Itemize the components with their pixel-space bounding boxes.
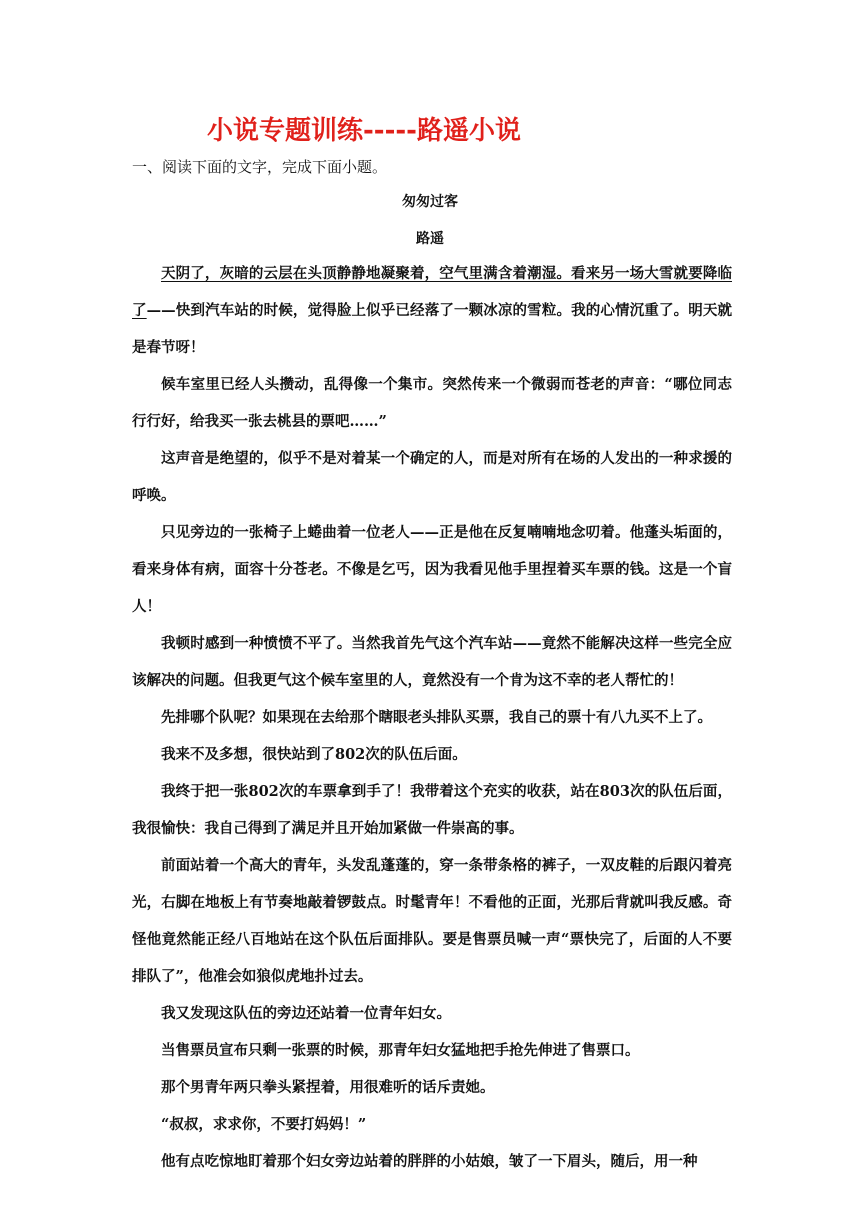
paragraph: 前面站着一个高大的青年，头发乱蓬蓬的，穿一条带条格的裤子，一双皮鞋的后跟闪着亮光，右脚在地板上有节奏地敲着锣鼓点。时髦青年！不看他的正面，光那后背就叫我反感。奇怪他竟然能正经八百地站在这个队伍后面排队。要是售票员喊一声“票快完了，后面的人不要排队了”，他准会如狼似虎地扑过去。 xyxy=(132,857,732,985)
paragraph: “叔叔，求求你，不要打妈妈！” xyxy=(161,1116,367,1133)
paragraph: 这声音是绝望的，似乎不是对着某一个确定的人，而是对所有在场的人发出的一种求援的呼唤。 xyxy=(132,450,732,504)
paragraph: 我来不及多想，很快站到了802次的队伍后面。 xyxy=(161,746,467,763)
paragraph: 先排哪个队呢？如果现在去给那个瞎眼老头排队买票，我自己的票十有八九买不上了。 xyxy=(161,709,712,726)
paragraph xyxy=(132,255,732,366)
story-author: 路遥 xyxy=(416,231,444,247)
paragraph: 候车室里已经人头攒动，乱得像一个集市。突然传来一个微弱而苍老的声音：“哪位同志行行好，给我买一张去桃县的票吧……” xyxy=(132,376,732,430)
paragraph: 我终于把一张802次的车票拿到手了！我带着这个充实的收获，站在803次的队伍后面，我很愉快：我自己得到了满足并且开始加紧做一件崇高的事。 xyxy=(132,783,732,837)
paragraph: 当售票员宣布只剩一张票的时候，那青年妇女猛地把手抢先伸进了售票口。 xyxy=(161,1042,640,1059)
question-instruction: 一、阅读下面的文字，完成下面小题。 xyxy=(132,158,388,176)
underlined-sentence: 天阴了，灰暗的云层在头顶静静地凝聚着，空气里满含着潮湿。看来另一场大雪就要降临了 xyxy=(132,265,732,319)
document-title: 小说专题训练-----路遥小说 xyxy=(207,116,521,146)
paragraph-text: ——快到汽车站的时候，觉得脸上似乎已经落了一颗冰凉的雪粒。我的心情沉重了。明天就是春节呀！ xyxy=(132,302,733,356)
paragraph: 他有点吃惊地盯着那个妇女旁边站着的胖胖的小姑娘，皱了一下眉头，随后，用一种 xyxy=(161,1153,698,1170)
paragraph: 我顿时感到一种愤愤不平了。当然我首先气这个汽车站——竟然不能解决这样一些完全应该解决的问题。但我更气这个候车室里的人，竟然没有一个肯为这不幸的老人帮忙的！ xyxy=(132,635,732,689)
story-title: 匆匆过客 xyxy=(402,194,458,210)
paragraph: 那个男青年两只拳头紧捏着，用很难听的话斥责她。 xyxy=(161,1079,495,1096)
paragraph: 只见旁边的一张椅子上蜷曲着一位老人——正是他在反复喃喃地念叨着。他蓬头垢面的，看来身体有病，面容十分苍老。不像是乞丐，因为我看见他手里捏着买车票的钱。这是一个盲人！ xyxy=(132,524,732,615)
paragraph: 我又发现这队伍的旁边还站着一位青年妇女。 xyxy=(161,1005,451,1022)
story-body xyxy=(132,255,732,1180)
